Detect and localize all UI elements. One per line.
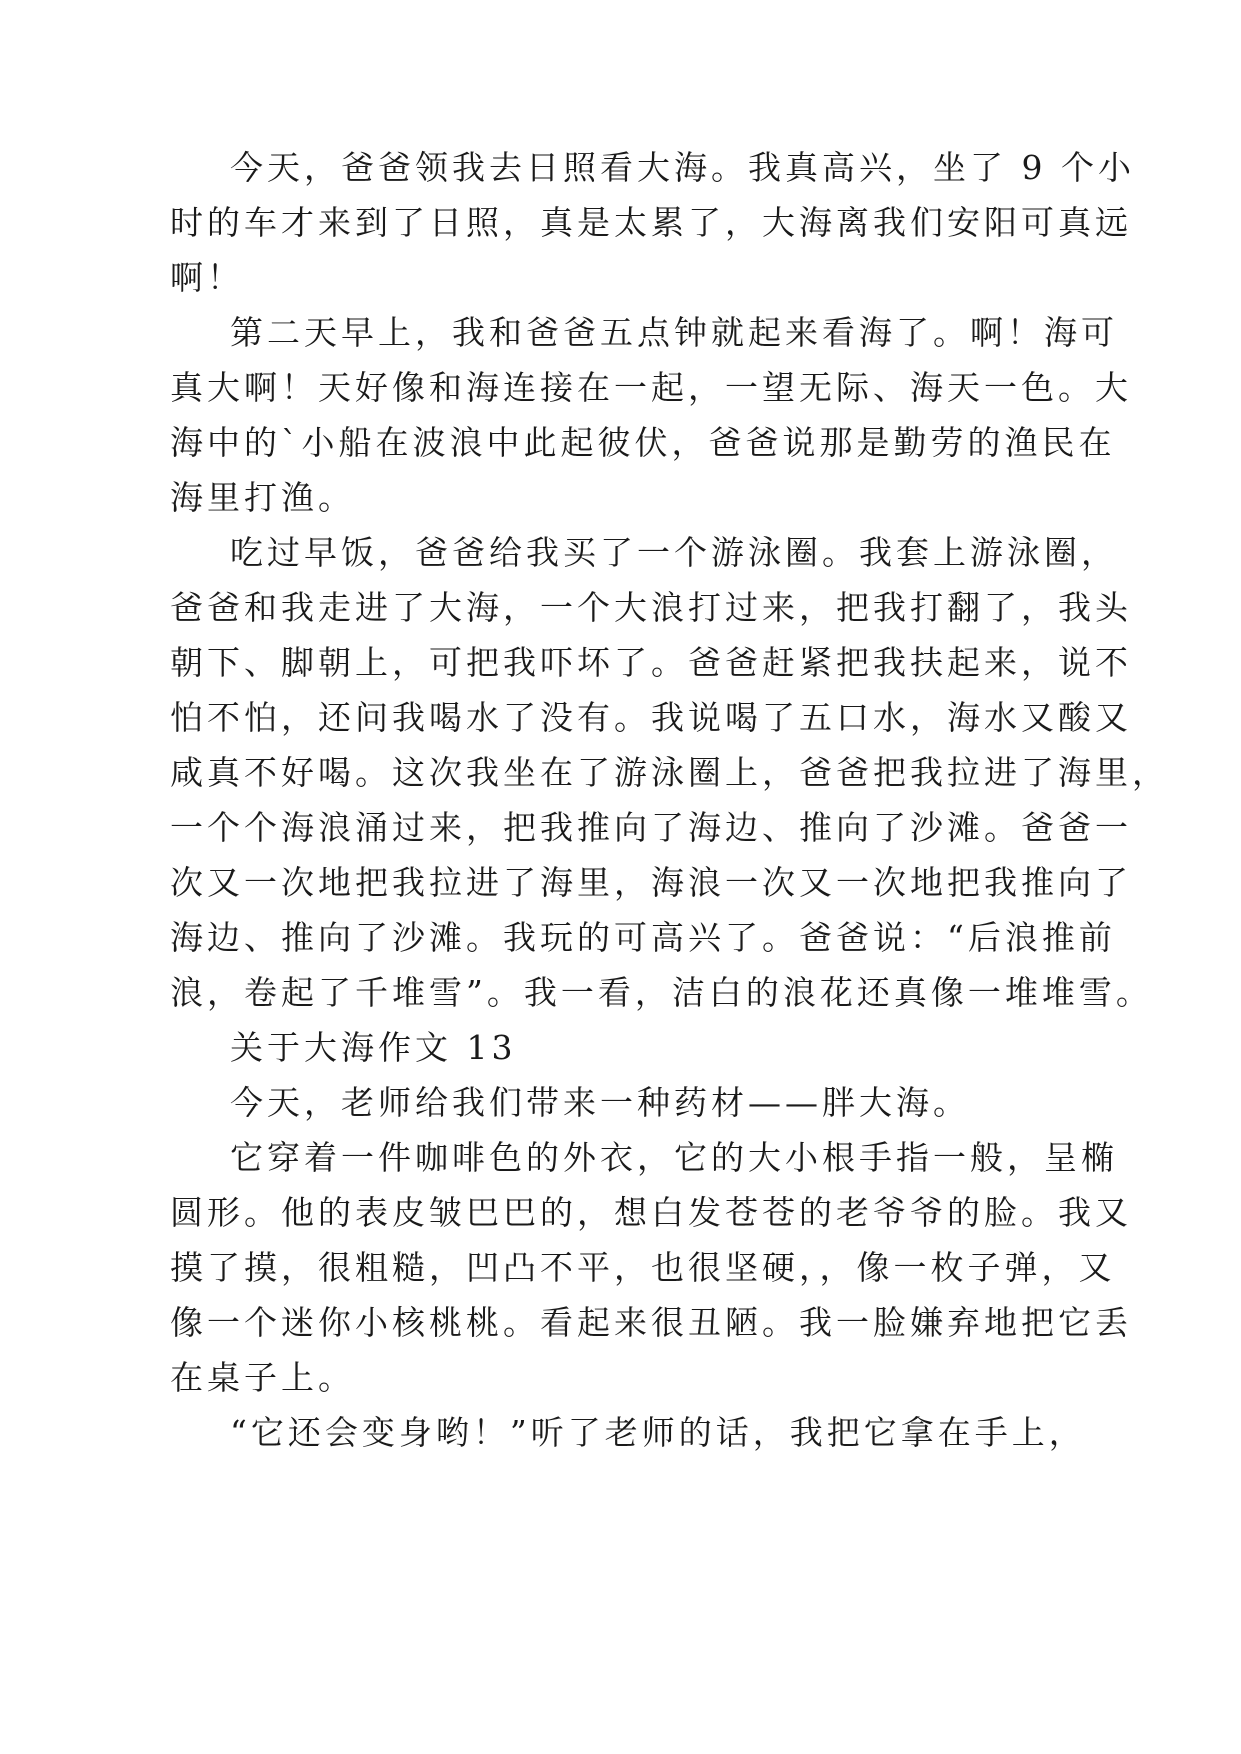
text-line: 一个个海浪涌过来，把我推向了海边、推向了沙滩。爸爸一 [170,808,1132,847]
text-line: 浪，卷起了千堆雪”。我一看，洁白的浪花还真像一堆堆雪。 [170,973,1153,1012]
text-line: 爸爸和我走进了大海，一个大浪打过来，把我打翻了，我头 [170,588,1132,627]
text-line: 啊！ [170,258,244,297]
text-line: 时的车才来到了日照，真是太累了，大海离我们安阳可真远 [170,203,1132,242]
text-line: 今天，爸爸领我去日照看大海。我真高兴，坐了 9 个小 [230,148,1135,187]
text-line: 在桌子上。 [170,1358,355,1397]
text-line: 像一个迷你小核桃桃。看起来很丑陋。我一脸嫌弃地把它丢 [170,1303,1132,1342]
text-line: 海中的`小船在波浪中此起彼伏，爸爸说那是勤劳的渔民在 [170,423,1116,462]
text-line: 第二天早上，我和爸爸五点钟就起来看海了。啊！海可 [230,313,1118,352]
text-line: 圆形。他的表皮皱巴巴的，想白发苍苍的老爷爷的脸。我又 [170,1193,1132,1232]
text-line: 真大啊！天好像和海连接在一起，一望无际、海天一色。大 [170,368,1132,407]
text-line: 它穿着一件咖啡色的外衣，它的大小根手指一般，呈椭 [230,1138,1118,1177]
text-line: 吃过早饭，爸爸给我买了一个游泳圈。我套上游泳圈， [230,533,1118,572]
essay-heading: 关于大海作文 13 [230,1028,517,1067]
text-line: 海里打渔。 [170,478,355,517]
text-line: 海边、推向了沙滩。我玩的可高兴了。爸爸说：“后浪推前 [170,918,1116,957]
text-line: 朝下、脚朝上，可把我吓坏了。爸爸赶紧把我扶起来，说不 [170,643,1132,682]
text-line: 摸了摸，很粗糙，凹凸不平，也很坚硬，，像一枚子弹，又 [170,1248,1116,1287]
text-line: 咸真不好喝。这次我坐在了游泳圈上，爸爸把我拉进了海里， [170,753,1169,792]
text-line: 怕不怕，还问我喝水了没有。我说喝了五口水，海水又酸又 [170,698,1132,737]
text-line: 次又一次地把我拉进了海里，海浪一次又一次地把我推向了 [170,863,1132,902]
text-line: “它还会变身哟！”听了老师的话，我把它拿在手上， [230,1413,1086,1452]
text-line: 今天，老师给我们带来一种药材——胖大海。 [230,1083,970,1122]
